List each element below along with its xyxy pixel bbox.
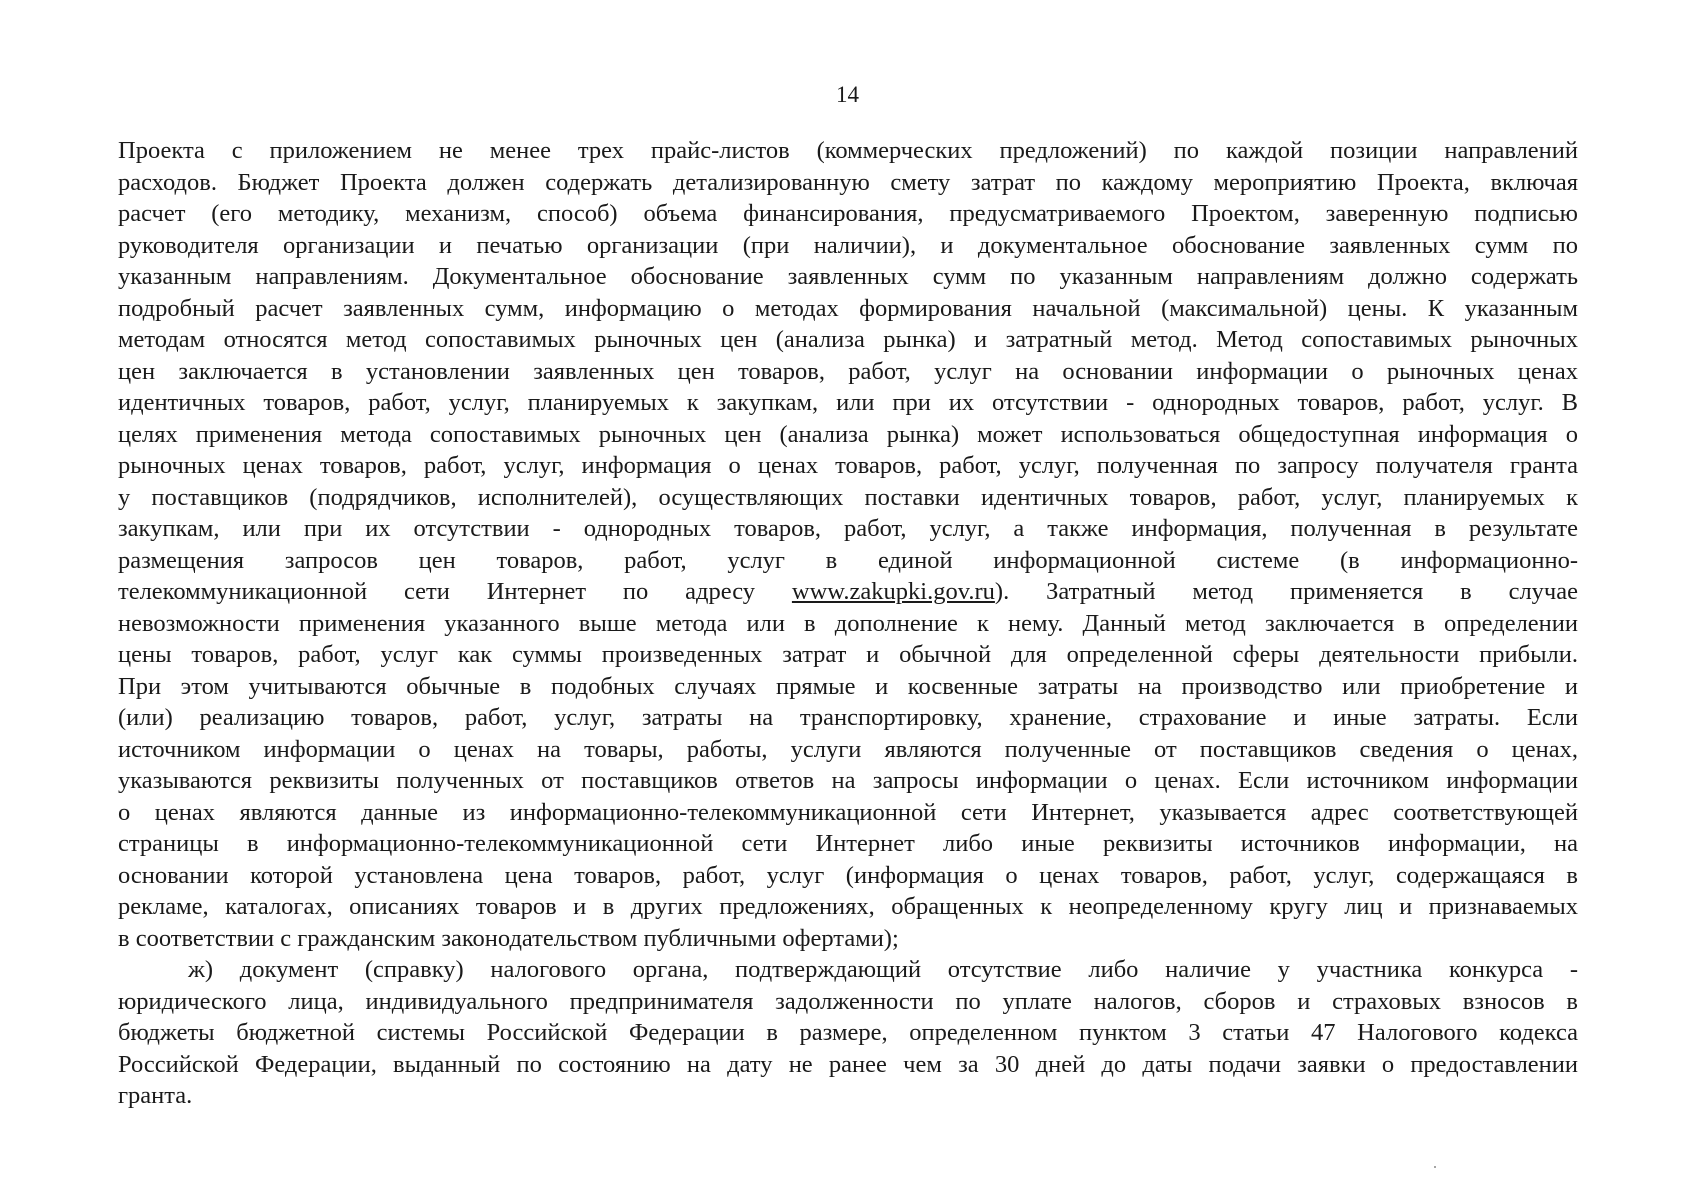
text-line: указываются реквизиты полученных от поставщиков ответов на запросы информации о ценах. Если источником информации — [118, 767, 1578, 794]
text-line: Проекта с приложением не менее трех прайс-листов (коммерческих предложений) по каждой позиции направлений — [118, 137, 1578, 164]
text-line: о ценах являются данные из информационно-телекоммуникационной сети Интернет, указывается адрес соответствующей — [118, 798, 1578, 826]
link-line-before: телекоммуникационной сети Интернет по адресу — [118, 578, 792, 605]
text-line: Российской Федерации, выданный по состоянию на дату не ранее чем за 30 дней до даты подачи заявки о предоставлении — [118, 1050, 1578, 1078]
text-line: закупкам, или при их отсутствии - однородных товаров, работ, услуг, а также информация, полученная в результате — [118, 515, 1578, 542]
text-line: расходов. Бюджет Проекта должен содержать детализированную смету затрат по каждому мероприятию Проекта, включая — [118, 168, 1578, 196]
text-line: руководителя организации и печатью организации (при наличии), и документальное обоснование заявленных сумм по — [118, 231, 1578, 259]
text-line: подробный расчет заявленных сумм, информацию о методах формирования начальной (максимальной) цены. К указанным — [118, 294, 1578, 322]
paragraph-tax-certificate — [118, 954, 1578, 1112]
page-number: 14 — [836, 82, 859, 107]
link-line-after: ). Затратный метод применяется в случае — [994, 578, 1578, 605]
text-line: бюджеты бюджетной системы Российской Федерации в размере, определенном пунктом 3 статьи 47 Налогового кодекса — [118, 1019, 1578, 1046]
text-line: страницы в информационно-телекоммуникационной сети Интернет либо иные реквизиты источников информации, на — [118, 830, 1578, 857]
text-line: рекламе, каталогах, описаниях товаров и в других предложениях, обращенных к неопределенному кругу лиц и признаваемых — [118, 893, 1578, 920]
zakupki-link[interactable]: www.zakupki.gov.ru — [791, 578, 995, 605]
text-line: юридического лица, индивидуального предпринимателя задолженности по уплате налогов, сборов и страховых взносов в — [118, 987, 1578, 1015]
text-line: у поставщиков (подрядчиков, исполнителей), осуществляющих поставки идентичных товаров, работ, услуг, планируемых к — [118, 483, 1578, 511]
text-line: цены товаров, работ, услуг как суммы произведенных затрат и обычной для определенной сферы деятельности прибыли. — [118, 641, 1578, 668]
text-line: источником информации о ценах на товары, работы, услуги являются полученные от поставщиков сведения о ценах, — [118, 735, 1578, 763]
text-line: размещения запросов цен товаров, работ, услуг в единой информационной системе (в информационно- — [118, 546, 1578, 574]
text-line: рыночных ценах товаров, работ, услуг, информация о ценах товаров, работ, услуг, полученная по запросу получателя гранта — [118, 452, 1578, 479]
text-line: указанным направлениям. Документальное обоснование заявленных сумм по указанным направлениям должно содержать — [118, 263, 1578, 290]
text-line: идентичных товаров, работ, услуг, планируемых к закупкам, или при их отсутствии - однородных товаров, работ, услуг. В — [118, 389, 1578, 416]
scan-speck — [1434, 1166, 1436, 1168]
text-line: расчет (его методику, механизм, способ) объема финансирования, предусматриваемого Проектом, заверенную подписью — [118, 200, 1578, 227]
text-line: ж) документ (справку) налогового органа, подтверждающий отсутствие либо наличие у участника конкурса - — [188, 956, 1578, 983]
text-line: основании которой установлена цена товаров, работ, услуг (информация о ценах товаров, работ, услуг, содержащаяся в — [118, 861, 1578, 889]
text-line: в соответствии с гражданским законодательством публичными офертами); — [118, 924, 899, 952]
text-line: методам относятся метод сопоставимых рыночных цен (анализа рынка) и затратный метод. Метод сопоставимых рыночных — [118, 326, 1578, 353]
text-line: невозможности применения указанного выше метода или в дополнение к нему. Данный метод заключается в определении — [118, 609, 1578, 637]
text-line: цен заключается в установлении заявленных цен товаров, работ, услуг на основании информации о рыночных ценах — [118, 357, 1578, 385]
text-line: гранта. — [118, 1082, 193, 1109]
paragraph-budget-justification — [118, 135, 1578, 954]
text-line: При этом учитываются обычные в подобных случаях прямые и косвенные затраты на производство или приобретение и — [118, 672, 1578, 700]
text-line: (или) реализацию товаров, работ, услуг, затраты на транспортировку, хранение, страхование и иные затраты. Если — [118, 704, 1578, 731]
text-line: целях применения метода сопоставимых рыночных цен (анализа рынка) может использоваться общедоступная информация о — [118, 420, 1578, 448]
text-line-with-link — [118, 576, 1578, 608]
document-body — [118, 135, 1578, 1112]
